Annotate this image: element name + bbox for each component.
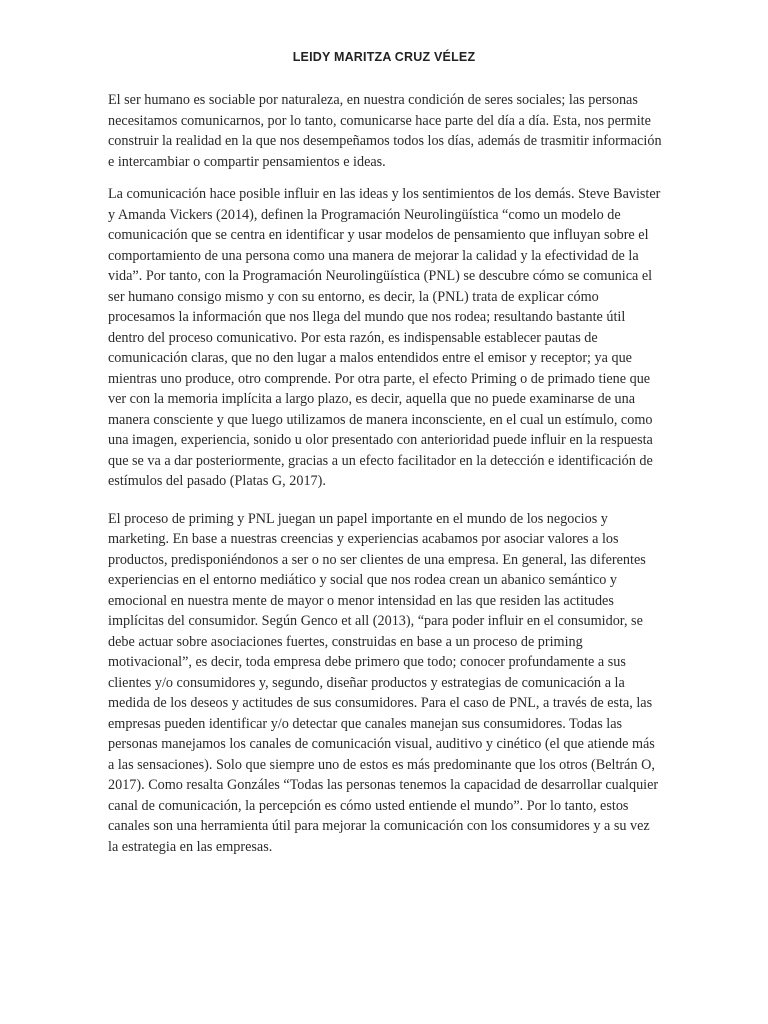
document-body	[108, 90, 663, 869]
paragraph-2: La comunicación hace posible influir en las ideas y los sentimientos de los demás. Steve Bavister y Amanda Vickers (2014), definen la Programación Neurolingüística “como un modelo de comunicación que se centra en identificar y usar modelos de pensamiento que influyan sobre el comportamiento de una persona como una manera de mejorar la calidad y la efectividad de la vida”. Por tanto, con la Programación Neurolingüística (PNL) se descubre cómo se comunica el ser humano consigo mismo y con su entorno, es decir, la (PNL) trata de explicar cómo procesamos la información que nos llega del mundo que nos rodea; resultando bastante útil dentro del proceso comunicativo. Por esta razón, es indispensable establecer pautas de comunicación claras, que no den lugar a malos entendidos entre el emisor y receptor; ya que mientras uno produce, otro comprende. Por otra parte, el efecto Priming o de primado tiene que ver con la memoria implícita a largo plazo, es decir, aquella que no puede examinarse de una manera consciente y que luego utilizamos de manera inconsciente, en el cual un estímulo, como una imagen, experiencia, sonido u olor presentado con anterioridad puede influir en la respuesta que se va a dar posteriormente, gracias a un efecto facilitador en la detección e identificación de estímulos del pasado (Platas G, 2017).	[108, 186, 661, 489]
paragraph-1: El ser humano es sociable por naturaleza, en nuestra condición de seres sociales; las personas necesitamos comunicarnos, por lo tanto, comunicarse hace parte del día a día. Esta, nos permite construir la realidad en la que nos desempeñamos todos los días, además de trasmitir información e intercambiar o compartir pensamientos e ideas.	[108, 92, 662, 170]
paragraph-3: El proceso de priming y PNL juegan un papel importante en el mundo de los negocios y marketing. En base a nuestras creencias y experiencias acabamos por asociar valores a los productos, predisponiéndonos a ser o no ser clientes de una empresa. En general, las diferentes experiencias en el entorno mediático y social que nos rodea crean un abanico semántico y emocional en nuestra mente de mayor o menor intensidad en las que residen las actitudes implícitas del consumidor. Según Genco et all (2013), “para poder influir en el consumidor, se debe actuar sobre asociaciones fuertes, construidas en base a un proceso de priming motivacional”, es decir, toda empresa debe primero que todo; conocer profundamente a sus clientes y/o consumidores y, segundo, diseñar productos y estrategias de comunicación a la medida de los deseos y actitudes de sus consumidores. Para el caso de PNL, a través de esta, las empresas pueden identificar y/o detectar que canales manejan sus consumidores. Todas las personas manejamos los canales de comunicación visual, auditivo y cinético (el que atiende más a las sensaciones). Solo que siempre uno de estos es más predominante que los otros (Beltrán O, 2017). Como resalta Gonzáles “Todas las personas tenemos la capacidad de desarrollar cualquier canal de comunicación, la percepción es cómo usted entiende el mundo”. Por lo tanto, estos canales son una herramienta útil para mejorar la comunicación con los consumidores y a su vez la estrategia en las empresas.	[108, 510, 659, 855]
document-title: LEIDY MARITZA CRUZ VÉLEZ	[292, 50, 476, 64]
